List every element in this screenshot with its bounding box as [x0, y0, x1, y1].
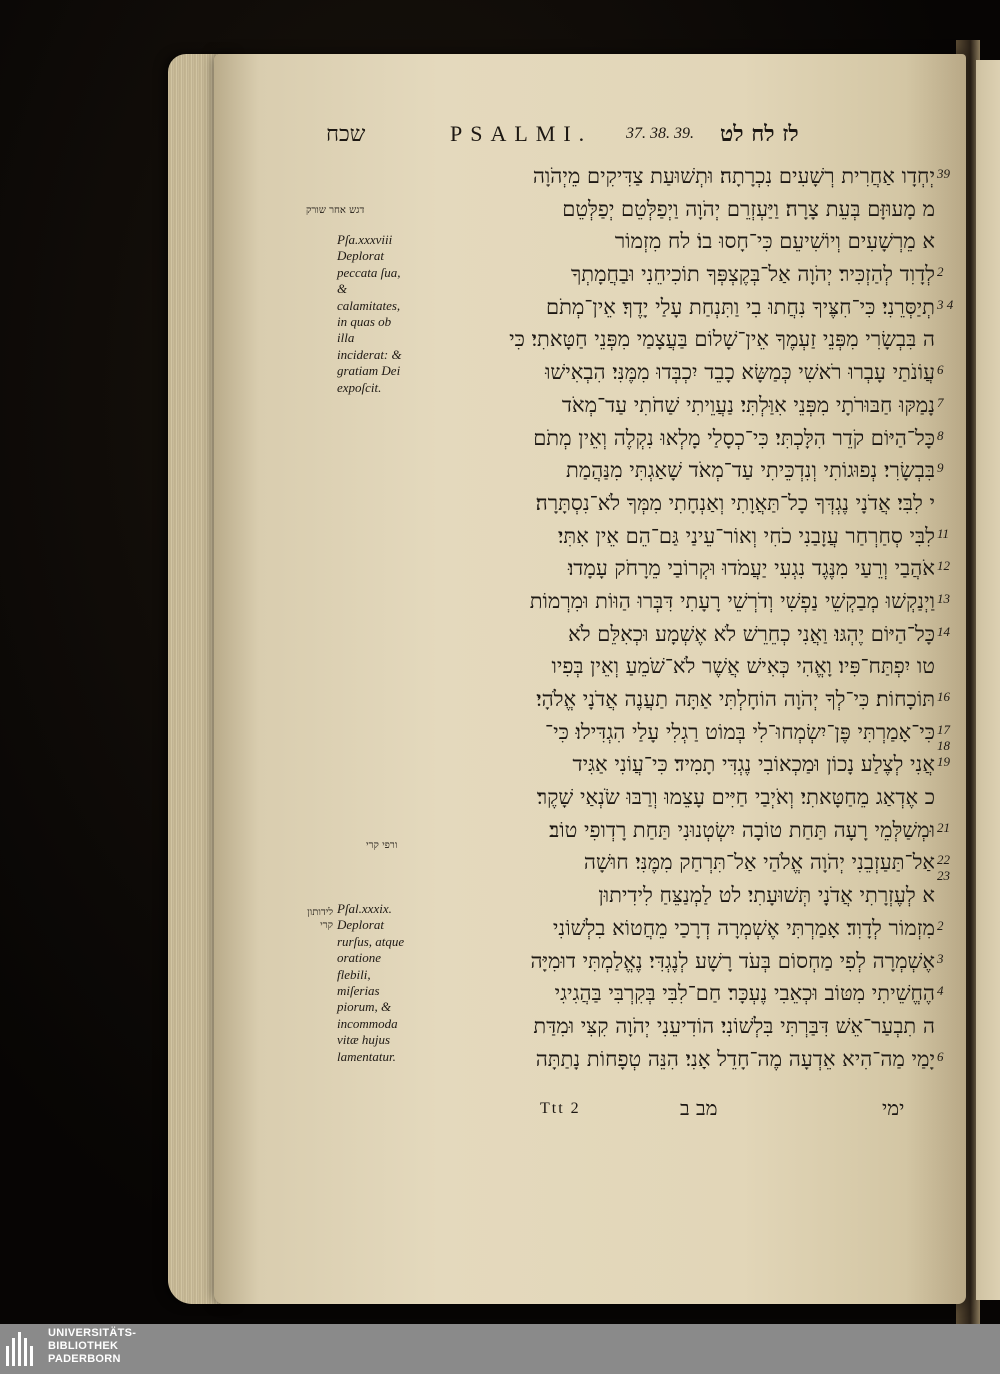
text-line: [395, 323, 935, 356]
hebrew-line-text: ה תִבְעַר־אֵשׁ דִּבַּרְתִּי בִּלְשׁוֹנִי׃ הוֹדִיעֵנִי יְהֹוָה קִצִּי וּמִדַּת: [533, 1013, 935, 1038]
running-title: PSALMI.: [450, 121, 593, 146]
hebrew-line-text: כָּל־הַיּוֹם קֹדֵר הִלָּכְתִּי׃ כִּי־כְסָלַי מָלְאוּ נִקְלֶה וְאֵין מְתֹם: [533, 425, 935, 450]
hebrew-line-text: טו יִפְתַּח־פִּיו׃ וָאֱהִי כְּאִישׁ אֲשֶׁר לֹא־שֹׁמֵעַ וְאֵין בְּפִיו: [551, 654, 935, 679]
text-line: [395, 520, 950, 553]
text-line: [395, 225, 935, 258]
hebrew-margin-note: דגש אחר שורק: [306, 205, 365, 216]
hebrew-line-text: יָמַי מַה־הִיא אֵדְעָה מֶה־חָדֵל אָנִי׃ הִנֵּה טְפָחוֹת נָתַתָּה: [535, 1046, 935, 1071]
text-line: [395, 912, 944, 945]
verse-number: 9: [937, 460, 944, 476]
verse-number: 21: [937, 819, 950, 835]
text-line: [395, 389, 944, 422]
hebrew-line-text: עֲוֹנֹתַי עָבְרוּ רֹאשִׁי כְּמַשָּׂא כָבֵד יִכְבְּדוּ מִמֶּנִּי׃ הִבְאִישׁוּ: [545, 360, 935, 385]
hebrew-line-text: כ אֶדְאַג מֵחַטָּאתִי׃ וְאֹיְבַי חַיִּים עָצֵמוּ וְרַבּוּ שֹׂנְאַי שָׁקֶר׃: [536, 785, 935, 810]
verse-number: 6: [937, 1048, 944, 1064]
margin-note-psalm-39: Pſal.xxxix. Deplorat rurſus, atque oratione flebili, miſerias piorum, & incommoda vitæ hujus lamentatur.: [337, 901, 405, 1064]
text-line: [395, 814, 950, 847]
margin-note-psalm-38: Pſa.xxxviii Deplorat peccata ſua, & calamitates, in quas ob illa inciderat: & gratiam Dei expoſcit.: [337, 232, 402, 395]
library-name-line: UNIVERSITÄTS-: [48, 1327, 137, 1339]
text-line: [395, 160, 950, 193]
verse-number: 2: [937, 917, 944, 933]
catchword: ימי: [882, 1096, 905, 1120]
text-line: [395, 748, 950, 781]
hebrew-line-text: תְיַסְּרֵנִי׃ כִּי־חִצֶּיךָ נִחֲתוּ בִי וַתִּנְחַת עָלַי יָדֶךָ׃ אֵין־מְתֹם: [545, 294, 935, 319]
text-line: [395, 487, 935, 520]
hebrew-line-text: בִּבְשָׂרִי׃ נְפוּגוֹתִי וְנִדְכֵּיתִי עַד־מְאֹד שָׁאַגְתִּי מִנַּהֲמַת: [565, 458, 935, 483]
text-line: [395, 454, 944, 487]
running-header: [318, 121, 858, 161]
text-line: [395, 846, 950, 884]
verse-number: 6: [937, 362, 944, 378]
verse-number: 39: [937, 166, 950, 181]
text-line: [395, 683, 950, 716]
text-line: [395, 585, 950, 618]
hebrew-line-text: יְחְדָו אַחֲרִית רְשָׁעִים נִכְרָתָה׃ וּתְשׁוּעַת צַדִּיקִים מֵיְהֹוָה: [532, 164, 935, 188]
hebrew-line-text: כִּי־אָמַרְתִּי פֶּן־יִשְׂמְחוּ־לִי בְּמוֹט רַגְלִי עָלַי הִגְדִּילוּ׃ כִּי־: [545, 719, 935, 744]
signature-mark: Ttt 2: [540, 1100, 581, 1117]
text-line: [395, 781, 935, 814]
hebrew-line-text: הֶחֱשֵׁיתִי מִטּוֹב וּכְאֵבִי נֶעְכָּר׃ חַם־לִבִּי בְּקִרְבִּי בַּהֲגִיגִי: [554, 981, 935, 1006]
hebrew-line-text: אֹהֲבַי וְרֵעַי מִנֶּגֶד נִגְעִי יַעֲמֹדוּ וּקְרוֹבַי מֵרָחֹק עָמָדוּ׃: [567, 556, 935, 581]
library-name-line: BIBLIOTHEK: [48, 1340, 119, 1352]
psalm-numbers: 37. 38. 39.: [626, 125, 694, 142]
verse-number: 17 18: [937, 721, 950, 753]
hebrew-line-text: לְדָוִד לְהַזְכִּיר׃ יְהֹוָה אַל־בְּקֶצְפְּךָ תוֹכִיחֵנִי וּבַחֲמָתְךָ: [570, 262, 935, 287]
text-line: [395, 1010, 935, 1043]
text-line: [395, 879, 935, 912]
text-line: [395, 356, 944, 389]
text-line: [395, 650, 935, 683]
text-line: [395, 291, 954, 324]
hebrew-line-text: וַיְנַקְשׁוּ מְבַקְשֵׁי נַפְשִׁי וְדֹרְשֵׁי רָעָתִי דִּבְּרוּ הַוּוֹת וּמִרְמוֹת: [529, 588, 935, 613]
verse-number: 12: [937, 558, 950, 574]
hebrew-line-text: נָמַקּוּ חַבּוּרֹתָי מִפְּנֵי אִוַּלְתִּי׃ נַעֲוֵיתִי שַׁחֹתִי עַד־מְאֹד: [561, 392, 935, 417]
hebrew-line-text: א לְעֶזְרָתִי אֲדֹנָי תְּשׁוּעָתִי׃ לט לַמְנַצֵּחַ לִידִיתוּן: [598, 883, 935, 908]
verse-number: 7: [937, 394, 944, 410]
hebrew-line-text: וּמְשַׁלְּמֵי רָעָה תַּחַת טוֹבָה יִשְׂטְנוּנִי תַּחַת רָדְופִי טוֹב׃: [549, 817, 935, 842]
text-line: [395, 258, 944, 291]
text-line: [395, 193, 935, 226]
text-line: [395, 1043, 944, 1076]
library-name-line: PADERBORN: [48, 1353, 121, 1365]
verse-number: 2: [937, 264, 944, 280]
hebrew-line-text: א מֵרְשָׁעִים וְיוֹשִׁיעֵם כִּי־חָסוּ בוֹ׃ לח מִזְמוֹר: [614, 229, 935, 254]
text-line: [395, 716, 950, 753]
text-line: [395, 618, 950, 651]
hebrew-margin-note: לידותון קרי: [307, 907, 333, 931]
hebrew-line-text: תּוֹכָחוֹת׃ כִּי־לְךָ יְהֹוָה הוֹחָלְתִּי אַתָּה תַעֲנֶה אֲדֹנָי אֱלֹהָי׃: [536, 687, 935, 711]
hebrew-line-text: אֲנִי לְצֶלַע נָכוֹן וּמַכְאוֹבִי נֶגְדִּי תָמִיד׃ כִּי־עֲוֹנִי אַגִּיד: [572, 752, 935, 777]
text-line: [395, 552, 950, 585]
verse-number: 4: [937, 983, 944, 999]
verse-number: 16: [937, 689, 950, 704]
hebrew-margin-note: ורפי קרי: [366, 840, 398, 851]
verse-number: 11: [937, 525, 950, 541]
verse-number: 13: [937, 590, 950, 606]
verse-number: 3: [937, 950, 944, 966]
hebrew-line-text: אֶשְׁמְרָה לְפִי מַחְסוֹם בְּעֹד רָשָׁע לְנֶגְדִּי׃ נֶאֱלַמְתִּי דוּמִיָּה: [530, 948, 935, 973]
verse-number: 14: [937, 623, 950, 639]
hebrew-line-text: כָּל־הַיּוֹם יֶהְגּוּ׃ וַאֲנִי כְחֵרֵשׁ לֹא אֶשְׁמָע וּכְאִלֵּם לֹא: [568, 621, 935, 646]
footer-hebrew: מב ב: [680, 1096, 718, 1120]
hebrew-line-text: ה בִּבְשָׂרִי מִפְּנֵי זַעְמֶךָ אֵין־שָׁלוֹם בַּעֲצָמַי מִפְּנֵי חַטָּאתִי׃ כִּי: [509, 327, 935, 352]
folio-number-hebrew: שכח: [326, 122, 366, 147]
library-name: [48, 1327, 136, 1366]
hebrew-line-text: י לִבִּי׃ אֲדֹנָי נֶגְדְּךָ כָל־תַּאֲוָתִי וְאַנְחָתִי מִמְּךָ לֹא־נִסְתָּרָה׃: [535, 490, 935, 515]
hebrew-text-block: [395, 160, 954, 1075]
verse-number: 8: [937, 427, 944, 443]
psalm-numbers-hebrew: לז לח לט: [720, 121, 799, 147]
text-line: [395, 977, 944, 1010]
text-line: [395, 422, 944, 455]
library-logo-icon: [6, 1332, 36, 1366]
verse-number: 22 23: [937, 852, 950, 884]
text-line: [395, 945, 944, 978]
hebrew-line-text: מ מָעוּזָּם בְּעֵת צָרָה׃ וַיַּעְזְרֵם יְהֹוָה וַיְפַלְּטֵם יְפַלְּטֵם: [562, 196, 935, 221]
hebrew-line-text: אַל־תַּעַזְבֵנִי יְהֹוָה אֱלֹהַי אַל־תִּרְחַק מִמֶּנִּי׃ חוּשָׁה: [583, 850, 935, 875]
facing-page-edge: [976, 60, 1000, 1300]
verse-number: 19: [937, 754, 950, 770]
library-footer: [0, 1324, 1000, 1374]
hebrew-line-text: לִבִּי סְחַרְחַר עֲזָבַנִי כֹחִי וְאוֹר־עֵינַי גַּם־הֵם אֵין אִתִּי׃: [557, 523, 935, 548]
hebrew-line-text: מִזְמוֹר לְדָוִד׃ אָמַרְתִּי אֶשְׁמְרָה דְרָכַי מֵחֲטוֹא בִלְשׁוֹנִי: [552, 915, 935, 940]
verse-number: 3 4: [937, 296, 954, 312]
